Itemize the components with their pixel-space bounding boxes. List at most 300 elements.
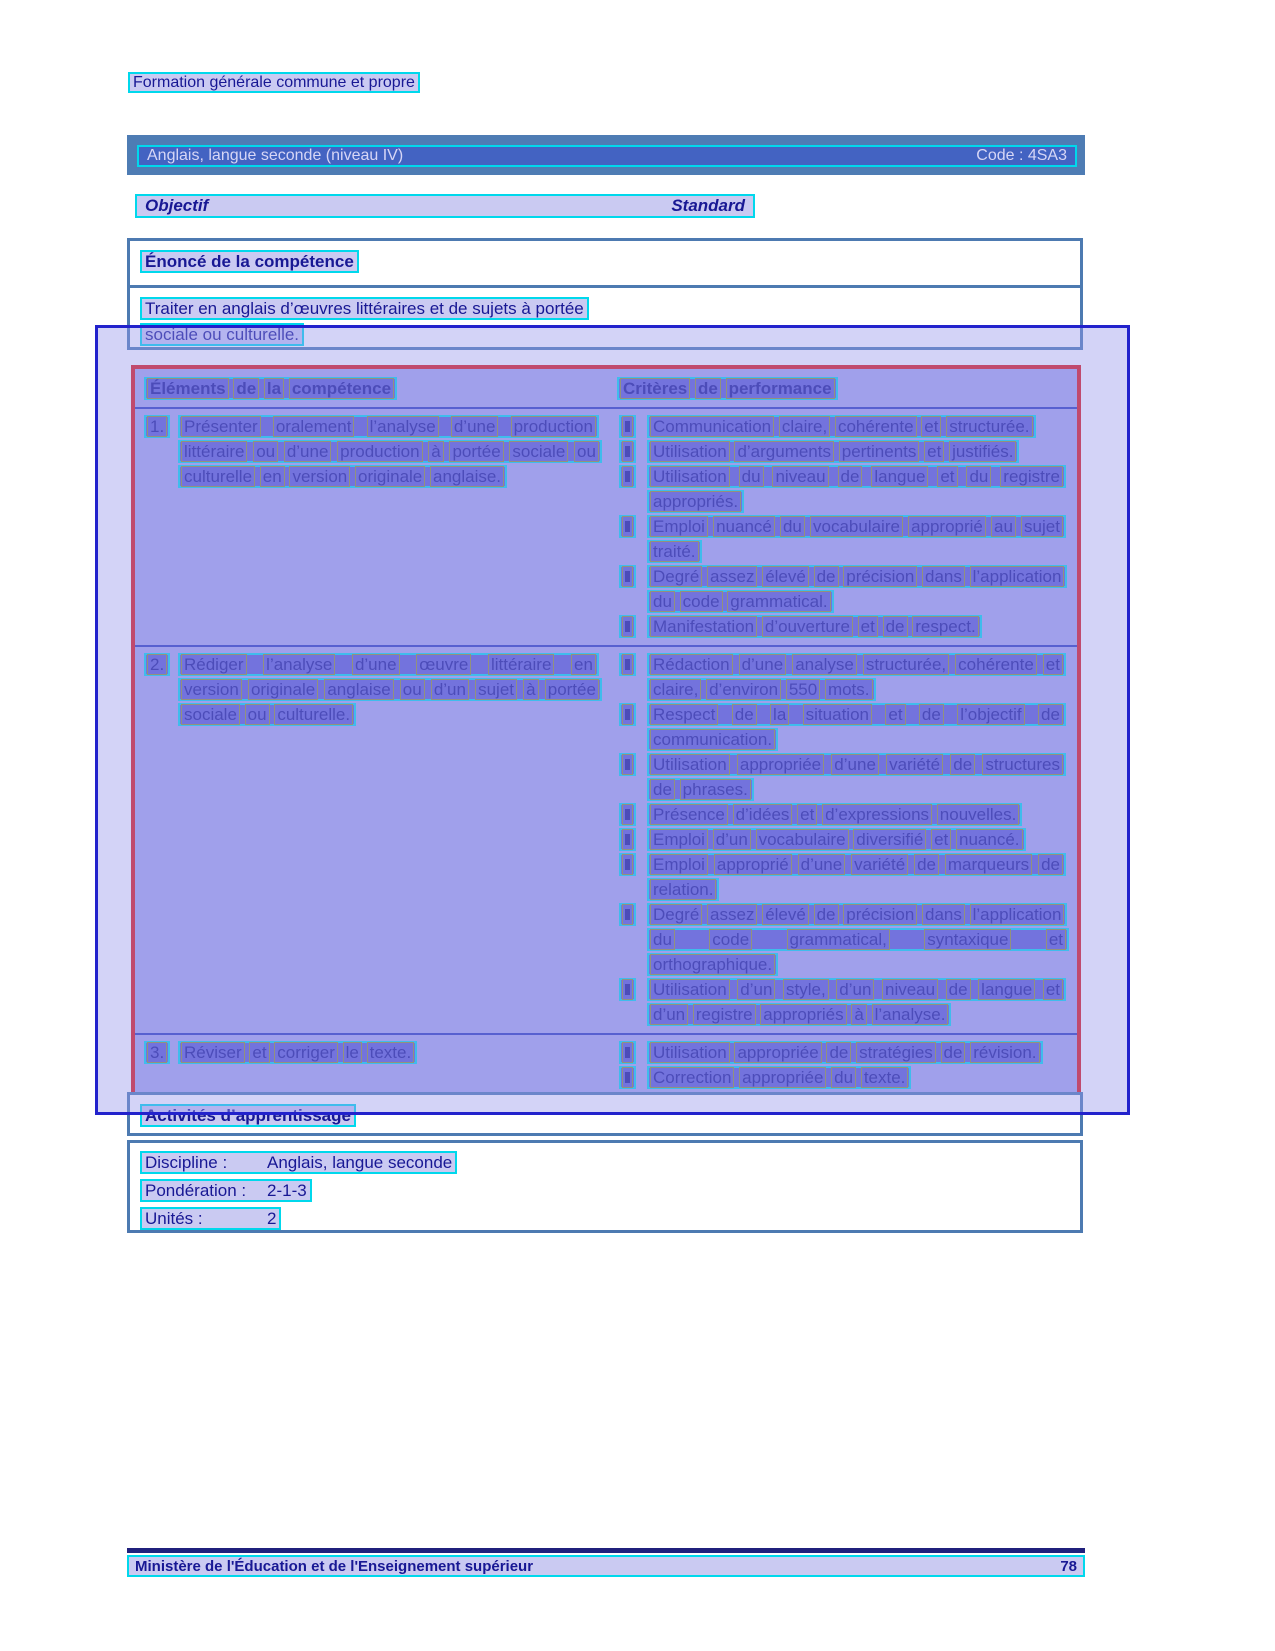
bullet-square xyxy=(625,1047,630,1058)
criterion-text xyxy=(647,802,1069,827)
bullet-square xyxy=(625,909,630,920)
activites-title xyxy=(140,1106,1080,1126)
ocr-word-box: ou xyxy=(245,704,270,725)
ocr-line-box xyxy=(647,615,982,638)
ocr-line-box xyxy=(619,1041,636,1064)
ocr-word-box: claire, xyxy=(779,416,830,437)
ocr-word-box: d’environ xyxy=(706,679,781,700)
ocr-word-box: variété xyxy=(886,754,943,775)
bullet-square xyxy=(625,421,630,432)
ocr-line-box xyxy=(647,465,1066,513)
detail-value: 2-1-3 xyxy=(267,1181,307,1200)
ocr-word-box: Utilisation xyxy=(650,1042,730,1063)
ocr-word-box: de xyxy=(826,1042,851,1063)
ocr-word-box: du xyxy=(780,516,805,537)
criterion-item xyxy=(611,439,1069,464)
criterion-item xyxy=(611,977,1069,1027)
ocr-word-box: Présence xyxy=(650,804,728,825)
ocr-line-box xyxy=(647,440,1019,463)
ocr-word-box: oralement xyxy=(273,416,355,437)
ocr-word-box: Respect xyxy=(650,704,718,725)
bullet-icon xyxy=(622,654,633,675)
objectif-label: Objectif xyxy=(145,196,209,215)
enonce-body xyxy=(130,288,610,348)
ocr-word-box: du xyxy=(650,929,675,950)
bullet-icon xyxy=(622,829,633,850)
ocr-word-box: d’ouverture xyxy=(762,616,853,637)
ocr-word-box: l’application xyxy=(970,566,1065,587)
footer-page-number: 78 xyxy=(1060,1557,1077,1575)
ocr-word-box: production xyxy=(337,441,422,462)
criterion-item xyxy=(611,514,1069,564)
ocr-word-box: texte. xyxy=(367,1042,415,1063)
criterion-item xyxy=(611,564,1069,614)
ocr-word-box: l’analyse xyxy=(263,654,335,675)
ocr-word-box: l’analyse. xyxy=(872,1004,949,1025)
ocr-word-box: originale xyxy=(248,679,318,700)
ocr-word-box: Critères xyxy=(620,378,690,399)
ocr-line-box xyxy=(647,415,1036,438)
ocr-word-box: d’idées xyxy=(733,804,793,825)
ocr-word-box: la xyxy=(770,704,789,725)
footer-rule xyxy=(127,1548,1085,1553)
competence-table xyxy=(131,365,1081,1100)
ocr-word-box: appropriée xyxy=(734,1042,821,1063)
ocr-word-box: d’une xyxy=(284,441,332,462)
ocr-word-box: et xyxy=(924,441,944,462)
formation-note xyxy=(128,74,420,92)
table-header-row xyxy=(135,369,1077,409)
ocr-word-box: appropriée xyxy=(739,1067,826,1088)
ocr-word-box: et xyxy=(249,1042,269,1063)
ocr-word-box: révision. xyxy=(970,1042,1039,1063)
enonce-title xyxy=(130,241,1080,288)
ocr-word-box: de xyxy=(838,466,863,487)
ocr-word-box: traité. xyxy=(650,541,699,562)
ocr-word-box: niveau xyxy=(882,979,938,1000)
ocr-word-box: situation xyxy=(803,704,872,725)
ocr-word-box: de xyxy=(814,566,839,587)
ocr-word-box: de xyxy=(233,378,259,399)
ocr-word-box: Degré xyxy=(650,904,702,925)
ocr-word-box: et xyxy=(1043,654,1063,675)
bullet-square xyxy=(625,759,630,770)
element-number xyxy=(144,652,178,1027)
criterion-item xyxy=(611,614,1069,639)
ocr-word-box: structurée. xyxy=(946,416,1032,437)
ocr-line-box xyxy=(144,415,170,438)
details-rows xyxy=(140,1151,1080,1230)
criterion-text xyxy=(647,1065,1069,1090)
ocr-word-box: culturelle xyxy=(181,466,255,487)
criterion-text xyxy=(647,652,1069,702)
ocr-word-box: structures xyxy=(982,754,1063,775)
details-box xyxy=(127,1140,1083,1233)
ocr-word-box: précision xyxy=(843,566,917,587)
element-text xyxy=(178,1040,602,1090)
ocr-word-box: d’une xyxy=(739,654,787,675)
ocr-word-box: style, xyxy=(783,979,829,1000)
ocr-line-box xyxy=(617,377,838,400)
ocr-word-box: anglaise xyxy=(324,679,393,700)
ocr-word-box: dans xyxy=(922,566,965,587)
ocr-word-box: d’un xyxy=(836,979,874,1000)
ocr-line-box: Traiter en anglais d’œuvres littéraires et de sujets à portée sociale ou culturelle. xyxy=(140,297,589,346)
course-banner-highlight xyxy=(137,145,1077,167)
bullet-icon xyxy=(622,1042,633,1063)
ocr-word-box: et xyxy=(1043,979,1063,1000)
ocr-word-box: Communication xyxy=(650,416,774,437)
ocr-word-box: du xyxy=(831,1067,856,1088)
ocr-word-box: 3. xyxy=(147,1042,167,1063)
ocr-line-box xyxy=(140,1151,457,1174)
criterion-text xyxy=(647,439,1069,464)
ocr-word-box: langue xyxy=(871,466,928,487)
ocr-word-box: syntaxique xyxy=(924,929,1011,950)
ocr-word-box: d’une xyxy=(352,654,400,675)
ocr-word-box: communication. xyxy=(650,729,775,750)
ocr-line-box xyxy=(647,753,1066,801)
ocr-word-box: 550 xyxy=(786,679,820,700)
criterion-item xyxy=(611,902,1069,977)
bullet-square xyxy=(625,859,630,870)
ocr-word-box: 1. xyxy=(147,416,167,437)
ocr-word-box: assez xyxy=(707,566,757,587)
ocr-word-box: assez xyxy=(707,904,757,925)
ocr-word-box: pertinents xyxy=(839,441,920,462)
ocr-word-box: de xyxy=(695,378,721,399)
bullet-box xyxy=(611,1040,647,1065)
ocr-word-box: d’un xyxy=(737,979,775,1000)
ocr-line-box xyxy=(647,978,1066,1026)
bullet-box xyxy=(611,439,647,464)
ocr-word-box: de xyxy=(814,904,839,925)
ocr-word-box: corriger xyxy=(274,1042,338,1063)
ocr-word-box: sujet xyxy=(1021,516,1063,537)
ocr-line-box: Formation générale commune et propre xyxy=(128,72,420,93)
ocr-word-box: respect. xyxy=(912,616,978,637)
bullet-icon xyxy=(622,516,633,537)
ocr-word-box: appropriés xyxy=(760,1004,846,1025)
ocr-word-box: d’un xyxy=(431,679,469,700)
ocr-word-box: compétence xyxy=(289,378,394,399)
ocr-word-box: et xyxy=(931,829,951,850)
ocr-word-box: Utilisation xyxy=(650,466,730,487)
ocr-word-box: nuancé. xyxy=(956,829,1023,850)
bullet-square xyxy=(625,984,630,995)
bullet-box xyxy=(611,652,647,702)
ocr-word-box: Utilisation xyxy=(650,979,730,1000)
ocr-line-box xyxy=(619,653,636,676)
ocr-line-box xyxy=(647,1066,911,1089)
ocr-word-box: production xyxy=(511,416,596,437)
ocr-line-box: Activités d’apprentissage xyxy=(140,1104,356,1127)
ocr-word-box: et xyxy=(1046,929,1066,950)
ocr-word-box: claire, xyxy=(650,679,701,700)
bullet-icon xyxy=(622,566,633,587)
detail-value: 2 xyxy=(267,1209,277,1228)
ocr-line-box xyxy=(619,440,636,463)
ocr-word-box: de xyxy=(1038,854,1063,875)
ocr-word-box: ou xyxy=(253,441,278,462)
bullet-box xyxy=(611,564,647,614)
ocr-line-box xyxy=(647,653,1066,701)
criterion-text xyxy=(647,564,1069,614)
bullet-box xyxy=(611,802,647,827)
ocr-word-box: structurée, xyxy=(863,654,949,675)
ocr-line-box xyxy=(619,903,636,926)
ocr-word-box: et xyxy=(937,466,957,487)
ocr-word-box: d’une xyxy=(831,754,879,775)
criterion-text xyxy=(647,977,1069,1027)
ocr-line-box xyxy=(619,565,636,588)
ocr-word-box: de xyxy=(941,1042,966,1063)
bullet-icon xyxy=(622,704,633,725)
ocr-word-box: de xyxy=(1038,704,1063,725)
ocr-word-box: Rédaction xyxy=(650,654,733,675)
bullet-icon xyxy=(622,1067,633,1088)
ocr-word-box: portée xyxy=(449,441,503,462)
criterion-text xyxy=(647,902,1069,977)
ocr-word-box: d’une xyxy=(798,854,846,875)
bullet-box xyxy=(611,752,647,802)
ocr-line-box xyxy=(647,853,1066,901)
ocr-word-box: de xyxy=(650,779,675,800)
ocr-word-box: dans xyxy=(922,904,965,925)
criteria-cell xyxy=(611,1040,1077,1090)
ocr-word-box: registre xyxy=(693,1004,756,1025)
ocr-line-box xyxy=(144,653,170,676)
bullet-icon xyxy=(622,466,633,487)
table-row xyxy=(135,647,1077,1035)
criterion-text xyxy=(647,514,1069,564)
ocr-line-box xyxy=(619,828,636,851)
ocr-word-box: ou xyxy=(574,441,599,462)
detail-label: Discipline : xyxy=(145,1153,228,1172)
ocr-line-box xyxy=(647,803,1022,826)
ocr-word-box: nouvelles. xyxy=(937,804,1020,825)
detail-row xyxy=(140,1151,1080,1174)
ocr-word-box: la xyxy=(264,378,284,399)
ocr-word-box: Éléments xyxy=(147,378,229,399)
ocr-word-box: l’objectif xyxy=(957,704,1024,725)
criterion-item xyxy=(611,702,1069,752)
bullet-icon xyxy=(622,804,633,825)
bullet-icon xyxy=(622,616,633,637)
banner-title: Anglais, langue seconde (niveau IV) xyxy=(147,147,404,164)
ocr-word-box: variété xyxy=(851,854,908,875)
bullet-square xyxy=(625,521,630,532)
ocr-word-box: langue xyxy=(978,979,1035,1000)
ocr-line-box xyxy=(647,903,1069,976)
ocr-word-box: de xyxy=(946,979,971,1000)
criterion-text xyxy=(647,1040,1069,1065)
ocr-word-box: nuancé xyxy=(713,516,775,537)
ocr-word-box: originale xyxy=(355,466,425,487)
ocr-word-box: sociale xyxy=(509,441,568,462)
ocr-word-box: phrases. xyxy=(680,779,751,800)
ocr-word-box: niveau xyxy=(772,466,828,487)
ocr-line-box xyxy=(647,1041,1043,1064)
ocr-word-box: du xyxy=(650,591,675,612)
ocr-line-box xyxy=(140,1207,281,1230)
ocr-word-box: code xyxy=(680,591,723,612)
objectif-standard-strip xyxy=(135,194,755,218)
ocr-word-box: approprié xyxy=(908,516,986,537)
ocr-word-box: approprié xyxy=(714,854,792,875)
ocr-word-box: culturelle. xyxy=(274,704,353,725)
ocr-word-box: anglaise. xyxy=(430,466,504,487)
enonce-box xyxy=(127,238,1083,350)
footer-band xyxy=(127,1555,1085,1577)
ocr-line-box xyxy=(647,703,1066,751)
table-row xyxy=(135,409,1077,647)
ocr-word-box: du xyxy=(739,466,764,487)
ocr-word-box: mots. xyxy=(825,679,873,700)
ocr-word-box: l’application xyxy=(970,904,1065,925)
element-cell xyxy=(135,652,611,1027)
bullet-icon xyxy=(622,979,633,1000)
ocr-word-box: analyse xyxy=(792,654,857,675)
ocr-word-box: d’expressions xyxy=(822,804,932,825)
bullet-box xyxy=(611,514,647,564)
bullet-icon xyxy=(622,904,633,925)
ocr-word-box: 2. xyxy=(147,654,167,675)
ocr-line-box xyxy=(178,1041,417,1064)
element-cell xyxy=(135,1040,611,1090)
ocr-word-box: cohérente xyxy=(955,654,1037,675)
ocr-word-box: cohérente xyxy=(835,416,917,437)
ocr-word-box: élevé xyxy=(762,566,809,587)
bullet-box xyxy=(611,414,647,439)
ocr-word-box: orthographique. xyxy=(650,954,775,975)
bullet-square xyxy=(625,809,630,820)
ocr-word-box: Correction xyxy=(650,1067,734,1088)
ocr-word-box: justifiés. xyxy=(949,441,1016,462)
detail-row xyxy=(140,1207,1080,1230)
ocr-line-box xyxy=(619,853,636,876)
ocr-word-box: grammatical. xyxy=(727,591,830,612)
bullet-box xyxy=(611,702,647,752)
ocr-word-box: à xyxy=(851,1004,866,1025)
criterion-item xyxy=(611,752,1069,802)
bullet-box xyxy=(611,827,647,852)
ocr-line-box xyxy=(619,465,636,488)
ocr-word-box: Degré xyxy=(650,566,702,587)
ocr-word-box: au xyxy=(991,516,1016,537)
bullet-square xyxy=(625,446,630,457)
ocr-word-box: d’une xyxy=(451,416,499,437)
ocr-word-box: l’analyse xyxy=(367,416,439,437)
criterion-item xyxy=(611,1065,1069,1090)
criterion-text xyxy=(647,464,1069,514)
ocr-word-box: précision xyxy=(843,904,917,925)
ocr-word-box: et xyxy=(858,616,878,637)
ocr-word-box: code xyxy=(709,929,752,950)
detail-label: Pondération : xyxy=(145,1181,247,1200)
criterion-text xyxy=(647,614,1069,639)
ocr-word-box: ou xyxy=(400,679,425,700)
bullet-icon xyxy=(622,854,633,875)
criterion-item xyxy=(611,414,1069,439)
criterion-item xyxy=(611,1040,1069,1065)
ocr-word-box: et xyxy=(885,704,905,725)
bullet-box xyxy=(611,977,647,1027)
criterion-item xyxy=(611,464,1069,514)
ocr-word-box: de xyxy=(883,616,908,637)
ocr-line-box xyxy=(144,377,397,400)
ocr-word-box: texte. xyxy=(861,1067,909,1088)
ocr-word-box: de xyxy=(919,704,944,725)
course-banner xyxy=(127,135,1085,175)
bullet-icon xyxy=(622,441,633,462)
ocr-word-box: version xyxy=(289,466,350,487)
ocr-word-box: d’arguments xyxy=(734,441,834,462)
ocr-word-box: d’un xyxy=(650,1004,688,1025)
ocr-line-box xyxy=(619,753,636,776)
ocr-word-box: registre xyxy=(1000,466,1063,487)
bullet-box xyxy=(611,852,647,902)
ocr-line-box xyxy=(647,828,1026,851)
ocr-line-box: Énoncé de la compétence xyxy=(140,250,359,273)
bullet-box xyxy=(611,902,647,977)
header-criteres xyxy=(611,376,1077,401)
ocr-word-box: de xyxy=(732,704,757,725)
ocr-word-box: à xyxy=(428,441,443,462)
ocr-word-box: version xyxy=(181,679,242,700)
bullet-box xyxy=(611,464,647,514)
ocr-word-box: diversifié xyxy=(853,829,926,850)
ocr-word-box: Utilisation xyxy=(650,754,730,775)
ocr-word-box: vocabulaire xyxy=(810,516,903,537)
standard-label: Standard xyxy=(671,196,745,215)
ocr-line-box xyxy=(619,978,636,1001)
ocr-word-box: Utilisation xyxy=(650,441,730,462)
ocr-word-box: appropriée xyxy=(737,754,824,775)
ocr-word-box: grammatical, xyxy=(787,929,890,950)
ocr-word-box: de xyxy=(914,854,939,875)
ocr-line-box xyxy=(647,565,1067,613)
criterion-text xyxy=(647,414,1069,439)
ocr-word-box: et xyxy=(797,804,817,825)
criterion-item xyxy=(611,827,1069,852)
criteria-cell xyxy=(611,414,1077,639)
footer-ministry: Ministère de l'Éducation et de l'Enseignement supérieur xyxy=(135,1557,534,1575)
bullet-icon xyxy=(622,416,633,437)
ocr-word-box: performance xyxy=(726,378,835,399)
bullet-square xyxy=(625,471,630,482)
element-text xyxy=(178,652,602,1027)
bullet-square xyxy=(625,709,630,720)
bullet-square xyxy=(625,621,630,632)
element-cell xyxy=(135,414,611,639)
ocr-line-box xyxy=(619,703,636,726)
element-number xyxy=(144,414,178,639)
bullet-icon xyxy=(622,754,633,775)
ocr-word-box: de xyxy=(950,754,975,775)
ocr-line-box xyxy=(178,653,602,726)
ocr-word-box: en xyxy=(571,654,596,675)
bullet-box xyxy=(611,1065,647,1090)
activites-box xyxy=(127,1092,1083,1136)
ocr-word-box: appropriés. xyxy=(650,491,741,512)
competence-table-rows xyxy=(135,409,1077,1096)
ocr-word-box: Manifestation xyxy=(650,616,757,637)
criteria-cell xyxy=(611,652,1077,1027)
criterion-item xyxy=(611,652,1069,702)
bullet-box xyxy=(611,614,647,639)
ocr-line-box xyxy=(619,415,636,438)
